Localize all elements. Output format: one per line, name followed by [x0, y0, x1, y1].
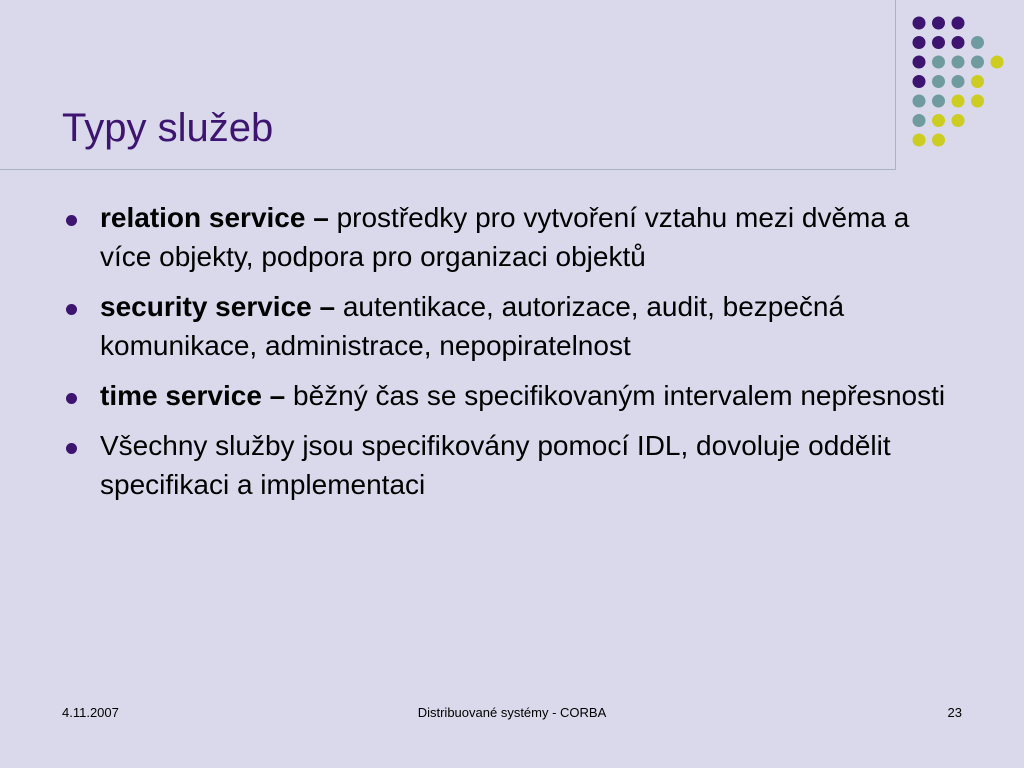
decorative-dot — [932, 95, 945, 108]
decorative-dot — [952, 36, 965, 49]
decorative-dot — [913, 134, 926, 147]
bullet-text: běžný čas se specifikovaným intervalem nepřesnosti — [285, 380, 946, 411]
decorative-dot — [932, 134, 945, 147]
decorative-dot — [952, 75, 965, 88]
decorative-dot — [952, 17, 965, 30]
title-divider-horizontal — [0, 169, 896, 170]
bullet-item — [62, 287, 962, 365]
bullet-icon — [66, 443, 77, 454]
decorative-dot — [932, 17, 945, 30]
bullet-icon — [66, 393, 77, 404]
slide-title: Typy služeb — [62, 106, 274, 150]
decorative-dot — [913, 114, 926, 127]
bullet-icon — [66, 304, 77, 315]
decorative-dot — [952, 95, 965, 108]
bullet-item — [62, 198, 962, 276]
bullet-item — [62, 426, 962, 504]
title-divider-vertical — [895, 0, 896, 170]
decorative-dot — [932, 56, 945, 69]
decorative-dot — [971, 36, 984, 49]
bullet-text: prostředky pro vytvoření vztahu mezi dvěma a více objekty, podpora pro organizaci objektů — [100, 202, 910, 272]
decorative-dot — [932, 114, 945, 127]
bullet-term: time service – — [100, 380, 286, 411]
decorative-dot — [913, 56, 926, 69]
decorative-dot — [991, 56, 1004, 69]
decorative-dot — [932, 75, 945, 88]
bullet-item — [62, 376, 962, 415]
footer-title: Distribuované systémy - CORBA — [417, 705, 607, 720]
decorative-dot — [971, 56, 984, 69]
decorative-dot — [932, 36, 945, 49]
footer-date: 4.11.2007 — [62, 705, 119, 720]
decorative-dot — [952, 56, 965, 69]
footer-page-number: 23 — [947, 705, 962, 720]
decorative-dot — [971, 75, 984, 88]
decorative-dot — [913, 95, 926, 108]
bullet-term: security service – — [100, 291, 336, 322]
bullet-text: autentikace, autorizace, audit, bezpečná komunikace, administrace, nepopiratelnost — [100, 291, 845, 361]
decorative-dot — [913, 75, 926, 88]
decorative-dot — [913, 17, 926, 30]
decorative-dot — [913, 36, 926, 49]
bullet-list — [62, 198, 962, 515]
decorative-dot — [952, 114, 965, 127]
bullet-icon — [66, 215, 77, 226]
bullet-text: Všechny služby jsou specifikovány pomocí IDL, dovoluje oddělit specifikaci a implementaci — [100, 430, 891, 500]
decorative-dot — [971, 95, 984, 108]
bullet-term: relation service – — [100, 202, 329, 233]
